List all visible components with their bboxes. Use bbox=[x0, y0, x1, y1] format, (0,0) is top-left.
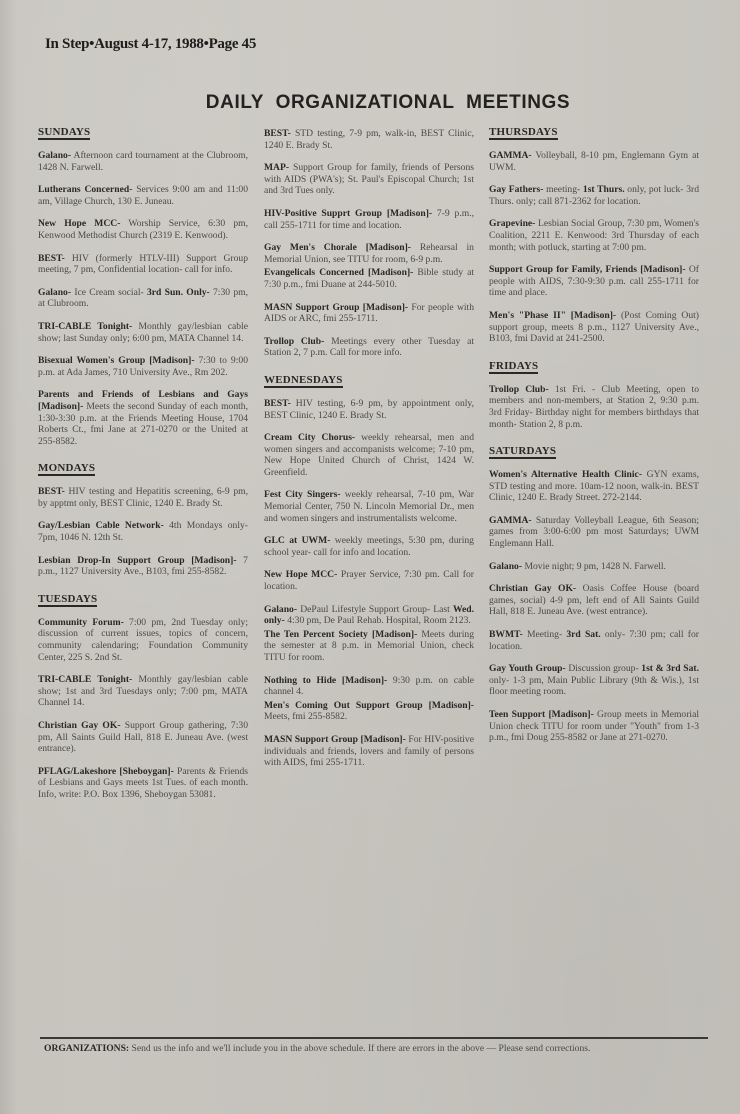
day-heading-mondays: MONDAYS bbox=[38, 462, 96, 475]
meeting-listing bbox=[38, 520, 248, 543]
column-2 bbox=[264, 128, 474, 780]
listing-details: Saturday Volleyball League, 6th Season; games from 3:00-6:00 pm most Saturdays; UWM Englemann Hall. bbox=[489, 514, 699, 550]
listing-details: 7:30 to 9:00 p.m. at Ada James, 710 University Ave., Rm 202. bbox=[38, 355, 248, 378]
organization-name: Galano- bbox=[38, 150, 72, 161]
organization-name: PFLAG/Lakeshore [Sheboygan]- bbox=[38, 765, 174, 777]
organization-name: TRI-CABLE Tonight- bbox=[38, 674, 133, 686]
listing-details: Monthly gay/lesbian cable show; last Sunday only; 6:00 pm, MATA Channel 14. bbox=[38, 320, 248, 344]
listing-details: Oasis Coffee House (board games, social) 4-9 pm, left end of All Saints Guild Hall, 818 E. Juneau Ave. (west entrance). bbox=[489, 583, 699, 618]
listing-details: DePaul Lifestyle Support Group- Last bbox=[297, 603, 453, 615]
listing-details: For HIV-positive individuals and friends, lovers and family of persons with AIDS, fmi 255-1711. bbox=[264, 733, 474, 769]
organization-name: Gay Fathers- bbox=[489, 184, 544, 196]
meeting-listing bbox=[264, 489, 474, 524]
listing-details: weekly meetings, 5:30 pm, during school year- call for info and location. bbox=[264, 535, 474, 558]
listing-details: Parents & Friends of Lesbians and Gays meets 1st Tues. of each month. Info, write: P.O. Box 1396, Sheboygan 53081. bbox=[38, 765, 248, 800]
organization-name: GAMMA- bbox=[489, 150, 532, 161]
organization-name: Christian Gay OK- bbox=[489, 583, 577, 595]
meeting-listing bbox=[38, 150, 248, 173]
meeting-listing bbox=[264, 398, 474, 421]
day-heading-sundays: SUNDAYS bbox=[38, 126, 91, 138]
organization-name: Christian Gay OK- bbox=[38, 720, 121, 731]
listing-details: Meetings every other Tuesday at Station 2, 7 p.m. Call for more info. bbox=[264, 335, 474, 359]
organization-name: Gay Youth Group- bbox=[489, 663, 566, 675]
listing-details: only, pot luck- 3rd Thurs. only; call 871-2362 for location. bbox=[489, 184, 699, 207]
meeting-listing bbox=[264, 336, 474, 359]
meeting-listing bbox=[38, 720, 248, 755]
organization-name: Gay/Lesbian Cable Network- bbox=[38, 520, 164, 532]
organization-name: Women's Alternative Health Clinic- bbox=[489, 469, 643, 481]
meeting-listing bbox=[38, 486, 248, 509]
listing-details: 4th Mondays only- 7pm, 1046 N. 12th St. bbox=[38, 520, 249, 544]
emphasis-text: Wed. only- bbox=[264, 603, 474, 627]
meeting-listing bbox=[38, 389, 248, 447]
emphasis-text: 1st & 3rd Sat. bbox=[641, 663, 700, 675]
organization-name: New Hope MCC- bbox=[264, 569, 338, 581]
listing-details: For people with AIDS or ARC, fmi 255-1711. bbox=[264, 301, 475, 325]
footer-divider bbox=[40, 1037, 708, 1039]
meeting-listing bbox=[264, 267, 474, 290]
organization-name: TRI-CABLE Tonight- bbox=[38, 320, 133, 332]
listing-details: HIV (formerly HTLV-III) Support Group meeting, 7 pm, Confidential location- call for info. bbox=[38, 252, 248, 276]
organization-name: HIV-Positive Supprt Group [Madison]- bbox=[264, 207, 433, 219]
organization-name: Grapevine- bbox=[489, 218, 536, 230]
organization-name: BEST- bbox=[38, 252, 65, 264]
meeting-listing bbox=[264, 604, 474, 627]
listing-details: HIV testing and Hepatitis screening, 6-9 pm, by apptmt only, BEST Clinic, 1240 E. Brady St. bbox=[38, 486, 248, 509]
meeting-listing bbox=[38, 253, 248, 276]
meeting-listing bbox=[264, 242, 474, 265]
meeting-listing bbox=[489, 583, 699, 618]
listing-details: weekly rehearsal, 7-10 pm, War Memorial Center, 750 N. Lincoln Memorial Dr., men and women singers and instrumentalists welcome. bbox=[264, 489, 474, 524]
meeting-listing bbox=[489, 150, 699, 173]
listing-details: 7:30 pm, at Clubroom. bbox=[38, 286, 248, 310]
organization-name: Trollop Club- bbox=[264, 335, 325, 347]
meeting-listing bbox=[489, 264, 699, 299]
organization-name: Parents and Friends of Lesbians and Gays [Madison]- bbox=[38, 389, 248, 412]
organization-name: BEST- bbox=[38, 486, 65, 498]
listing-details: meeting- bbox=[543, 184, 583, 196]
meeting-listing bbox=[264, 128, 474, 151]
meeting-listing bbox=[264, 700, 474, 723]
meeting-listing bbox=[489, 469, 699, 504]
meeting-listing bbox=[489, 629, 699, 652]
listing-details: Meets, fmi 255-8582. bbox=[264, 711, 348, 723]
listing-details: HIV testing, 6-9 pm, by appointment only, BEST Clinic, 1240 E. Brady St. bbox=[264, 397, 474, 421]
listing-details: Services 9:00 am and 11:00 am, Village Church, 130 E. Juneau. bbox=[38, 184, 248, 207]
organization-name: BEST- bbox=[264, 128, 291, 139]
meeting-listing bbox=[489, 709, 699, 744]
emphasis-text: 3rd Sat. bbox=[566, 629, 601, 641]
meeting-listing bbox=[38, 287, 248, 310]
organization-name: Fest City Singers- bbox=[264, 489, 341, 501]
organization-name: MASN Support Group [Madison]- bbox=[264, 733, 406, 745]
listing-details: (Post Coming Out) support group, meets 8 p.m., 1127 University Ave., B103, fmi David at 241-2500. bbox=[489, 309, 699, 345]
organization-name: The Ten Percent Society [Madison]- bbox=[264, 628, 418, 640]
meeting-listing bbox=[489, 515, 699, 550]
organization-name: GAMMA- bbox=[489, 514, 532, 526]
listing-details: Bible study at 7:30 p.m., fmi Duane at 244-5010. bbox=[264, 267, 474, 290]
listing-details: Meeting- bbox=[522, 629, 567, 641]
listing-details: Support Group gathering, 7:30 pm, All Saints Guild Hall, 818 E. Juneau Ave. (west entrance). bbox=[38, 720, 248, 755]
column-1 bbox=[38, 122, 248, 812]
day-heading-fridays: FRIDAYS bbox=[489, 359, 539, 372]
meeting-listing bbox=[489, 310, 699, 345]
listing-details: Meets the second Sunday of each month, 1:30-3:30 p.m. at the Friends Meeting House, 1704 Roberts Ct., fmi Jane at 271-0270 or the United at 255-8582. bbox=[38, 400, 248, 447]
meeting-listing bbox=[38, 355, 248, 378]
meeting-listing bbox=[264, 569, 474, 592]
listing-details: only- 7:30 pm; call for location. bbox=[489, 629, 699, 652]
meeting-listing bbox=[264, 535, 474, 558]
organization-name: Lutherans Concerned- bbox=[38, 184, 133, 196]
organization-name: Men's "Phase II" [Madison]- bbox=[489, 309, 617, 321]
listing-details: 4:30 pm, De Paul Rehab. Hospital, Room 2123. bbox=[284, 615, 471, 627]
listing-details: 7 p.m., 1127 University Ave., B103, fmi 255-8582. bbox=[38, 554, 248, 578]
listing-details: Movie night; 9 pm, 1428 N. Farwell. bbox=[522, 560, 666, 572]
organization-name: Galano- bbox=[38, 286, 72, 298]
organization-name: GLC at UWM- bbox=[264, 535, 331, 547]
listing-details: STD testing, 7-9 pm, walk-in, BEST Clinic, 1240 E. Brady St. bbox=[264, 128, 474, 151]
listing-details: Meets during the semester at 8 p.m. in Memorial Union, check TITU for room. bbox=[264, 628, 474, 663]
footer-label: ORGANIZATIONS: bbox=[44, 1043, 130, 1054]
organization-name: New Hope MCC- bbox=[38, 218, 121, 230]
organization-name: BWMT- bbox=[489, 629, 523, 641]
day-heading-saturdays: SATURDAYS bbox=[489, 445, 557, 458]
organization-name: Cream City Chorus- bbox=[264, 432, 356, 444]
meeting-listing bbox=[38, 321, 248, 344]
listing-details: Lesbian Social Group, 7:30 pm, Women's Coalition, 2211 E. Kenwood: 3rd Thursday of each month; with potluck, starting at 7:00 pm. bbox=[489, 218, 699, 253]
meeting-listing bbox=[489, 184, 699, 207]
listing-details: Of people with AIDS, 7:30-9:30 p.m. call 255-1711 for time and place. bbox=[489, 264, 699, 299]
listing-details: Prayer Service, 7:30 pm. Call for location. bbox=[264, 569, 474, 593]
footer-text: Send us the info and we'll include you in the above schedule. If there are errors in the above — Please send corrections. bbox=[129, 1043, 591, 1054]
listing-details: Afternoon card tournament at the Clubroom, 1428 N. Farwell. bbox=[38, 150, 248, 173]
meeting-listing bbox=[264, 432, 474, 478]
organization-name: MASN Support Group [Madison]- bbox=[264, 301, 409, 313]
running-head: In Step•August 4-17, 1988•Page 45 bbox=[45, 36, 257, 52]
listing-details: Monthly gay/lesbian cable show; 1st and 3rd Tuesdays only; 7:00 pm, MATA Channel 14. bbox=[38, 674, 248, 709]
listing-details: GYN exams, STD testing and more. 10am-12 noon, walk-in. BEST Clinic, 1240 E. Brady Street. 272-2144. bbox=[489, 469, 699, 504]
emphasis-text: 3rd Sun. Only- bbox=[146, 286, 210, 298]
organization-name: Bisexual Women's Group [Madison]- bbox=[38, 355, 195, 367]
footer-note bbox=[44, 1043, 710, 1055]
organization-name: Community Forum- bbox=[38, 616, 124, 628]
organization-name: Support Group for Family, Friends [Madison]- bbox=[489, 264, 686, 276]
meeting-listing bbox=[264, 302, 474, 325]
organization-name: Men's Coming Out Support Group [Madison]- bbox=[264, 699, 474, 711]
meeting-listing bbox=[264, 734, 474, 769]
listing-details: only- 1-3 pm, Main Public Library (9th & Wis.), 1st floor meeting room. bbox=[489, 674, 699, 698]
organization-name: Galano- bbox=[489, 560, 523, 572]
meeting-listing bbox=[38, 184, 248, 207]
listing-details: Volleyball, 8-10 pm, Englemann Gym at UWM. bbox=[489, 150, 699, 173]
organization-name: MAP- bbox=[264, 162, 290, 174]
listing-details: Worship Service, 6:30 pm, Kenwood Methodist Church (2319 E. Kenwood). bbox=[38, 218, 248, 241]
listing-details: Ice Cream social- bbox=[71, 286, 147, 298]
meeting-listing bbox=[38, 218, 248, 241]
meeting-listing bbox=[38, 674, 248, 709]
listing-details: Group meets in Memorial Union check TITU for room under "Youth" from 1-3 p.m., fmi Doug 255-8582 or Jane at 271-0270. bbox=[489, 709, 699, 744]
organization-name: Nothing to Hide [Madison]- bbox=[264, 674, 388, 686]
day-heading-thursdays: THURSDAYS bbox=[489, 126, 558, 138]
meeting-listing bbox=[264, 629, 474, 664]
meeting-listing bbox=[38, 766, 248, 801]
listing-details: 9:30 p.m. on cable channel 4. bbox=[264, 674, 474, 698]
organization-name: Trollop Club- bbox=[489, 383, 549, 395]
meeting-listing bbox=[264, 208, 474, 231]
meeting-listing bbox=[38, 617, 248, 663]
organization-name: Lesbian Drop-In Support Group [Madison]- bbox=[38, 554, 237, 566]
column-3 bbox=[489, 122, 699, 755]
listing-details: 1st Fri. - Club Meeting, open to members and non-members, at Station 2, 9:30 p.m. 3rd Friday- Birthday night for members birthdays that month- Station 2, 8 p.m. bbox=[489, 383, 699, 430]
meeting-listing bbox=[38, 555, 248, 578]
organization-name: Evangelicals Concerned [Madison]- bbox=[264, 267, 414, 279]
page-title: DAILY ORGANIZATIONAL MEETINGS bbox=[205, 92, 571, 113]
day-heading-tuesdays: TUESDAYS bbox=[38, 592, 98, 605]
meeting-listing bbox=[489, 384, 699, 430]
meeting-listing bbox=[489, 218, 699, 253]
organization-name: BEST- bbox=[264, 397, 291, 409]
meeting-listing bbox=[264, 162, 474, 197]
day-heading-wednesdays: WEDNESDAYS bbox=[264, 373, 343, 386]
emphasis-text: 1st Thurs. bbox=[582, 184, 625, 196]
organization-name: Galano- bbox=[264, 603, 298, 615]
meeting-listing bbox=[489, 561, 699, 573]
listing-details: 7-9 p.m., call 255-1711 for time and location. bbox=[264, 207, 474, 231]
listing-details: Support Group for family, friends of Persons with AIDS (PWA's); St. Paul's Episcopal Church; 1st and 3rd Tues only. bbox=[264, 162, 474, 197]
listing-details: 7:00 pm, 2nd Tuesday only; discussion of current issues, topics of concern, community calendaring; Foundation Community Center, 225 S. 2nd St. bbox=[38, 616, 249, 663]
organization-name: Teen Support [Madison]- bbox=[489, 709, 594, 720]
listing-details: Rehearsal in Memorial Union, see TITU for room, 6-9 p.m. bbox=[264, 242, 474, 265]
meeting-listing bbox=[489, 663, 699, 698]
listing-details: Discussion group- bbox=[565, 663, 642, 675]
organization-name: Gay Men's Chorale [Madison]- bbox=[264, 242, 411, 254]
meeting-listing bbox=[264, 675, 474, 698]
listing-details: weekly rehearsal, men and women singers and accompanists welcome; 7-10 pm, New Hope United Church of Christ, 1424 W. Greenfield. bbox=[264, 432, 474, 478]
